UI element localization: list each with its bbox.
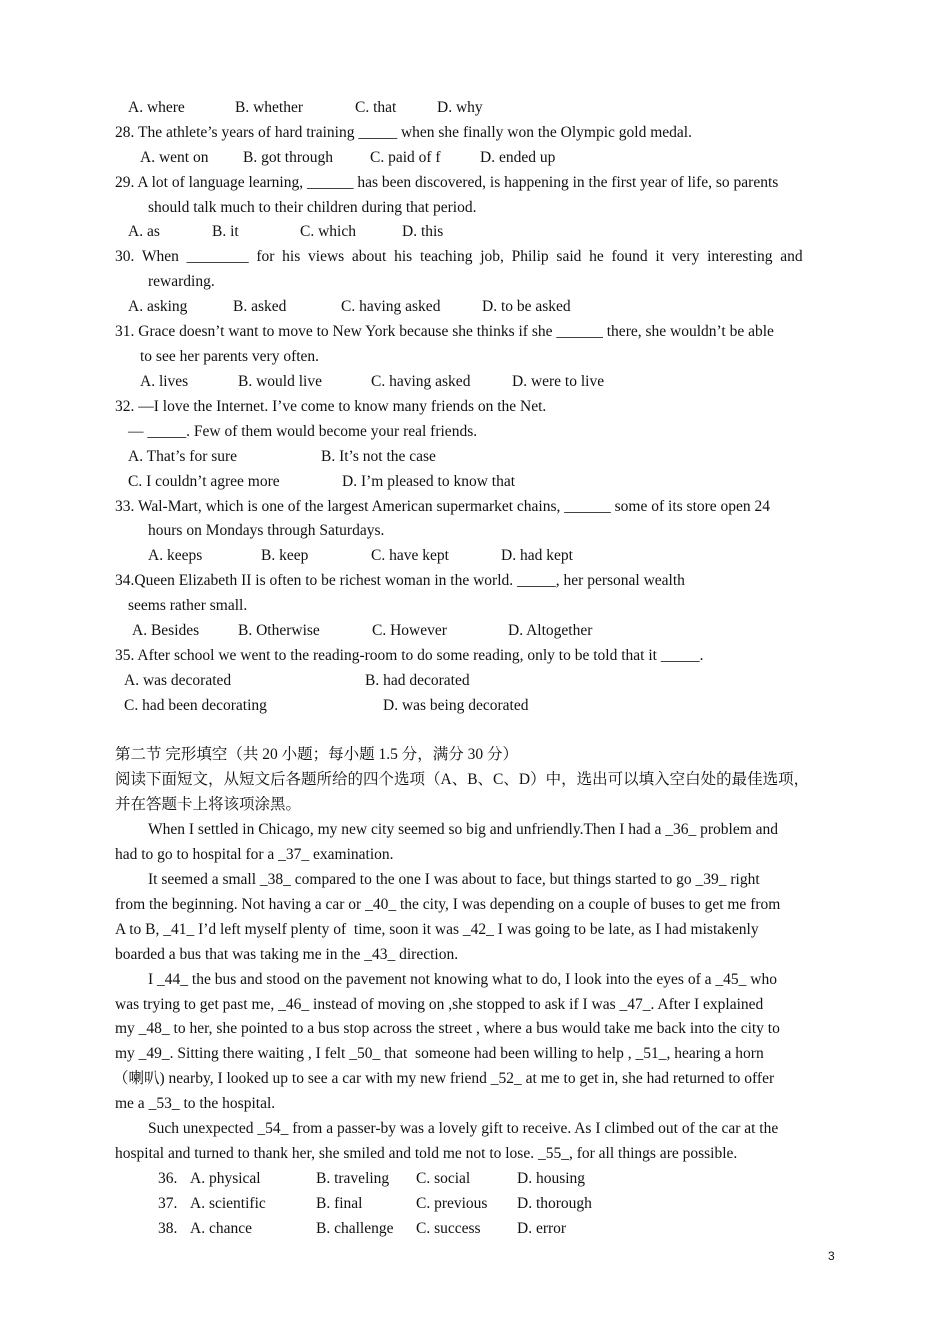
q31-option-b: B. would live	[238, 373, 322, 390]
q33-stem-line2: hours on Mondays through Saturdays.	[148, 522, 385, 539]
q32-option-a: A. That’s for sure	[128, 448, 238, 465]
q32-option-b: B. It’s not the case	[321, 448, 436, 465]
q29-option-c: C. which	[300, 223, 356, 240]
passage-line: was trying to get past me, _46_ instead of moving on ,she stopped to ask if I was _47_. After I explained	[115, 996, 764, 1013]
choice-option-a: A. physical	[190, 1170, 261, 1187]
q29-option-d: D. this	[402, 223, 444, 240]
q32-option-c: C. I couldn’t agree more	[128, 473, 280, 490]
q27-option-b: B. whether	[235, 99, 304, 116]
passage-line: boarded a bus that was taking me in the _43_ direction.	[115, 946, 459, 963]
q28-option-a: A. went on	[140, 149, 209, 166]
q30-option-b: B. asked	[233, 298, 287, 315]
passage-line: A to B, _41_ I’d left myself plenty of time, soon it was _42_ I was going to be late, as I had mistakenly	[115, 921, 759, 938]
section-instruction-line1: 阅读下面短文，从短文后各题所给的四个选项（A、B、C、D）中，选出可以填入空白处的最佳选项，	[115, 771, 810, 788]
q33-stem-line1: 33. Wal-Mart, which is one of the largest American supermarket chains, ______ some of its store open 24	[115, 498, 771, 515]
q31-stem-line1: 31. Grace doesn’t want to move to New York because she thinks if she ______ there, she wouldn’t be able	[115, 323, 774, 340]
q33-option-a: A. keeps	[148, 547, 203, 564]
q28-stem: 28. The athlete’s years of hard training _____ when she finally won the Olympic gold medal.	[115, 124, 692, 141]
q31-stem-line2: to see her parents very often.	[140, 348, 320, 365]
page-number: 3	[828, 1249, 835, 1263]
q33-option-b: B. keep	[261, 547, 309, 564]
q32-stem-line2: — _____. Few of them would become your real friends.	[128, 423, 478, 440]
section-heading: 第二节 完形填空（共 20 小题；每小题 1.5 分，满分 30 分）	[115, 746, 519, 763]
choice-option-b: B. challenge	[316, 1220, 394, 1237]
passage-line: Such unexpected _54_ from a passer-by was a lovely gift to receive. As I climbed out of the car at the	[148, 1120, 779, 1137]
q27-option-d: D. why	[437, 99, 483, 116]
passage-line: had to go to hospital for a _37_ examination.	[115, 846, 394, 863]
q31-option-c: C. having asked	[371, 373, 471, 390]
q30-stem-line2: rewarding.	[148, 273, 215, 290]
q28-option-c: C. paid of f	[370, 149, 441, 166]
q31-option-a: A. lives	[140, 373, 189, 390]
choice-option-d: D. thorough	[517, 1195, 592, 1212]
passage-line: It seemed a small _38_ compared to the one I was about to face, but things started to go _39_ right	[148, 871, 760, 888]
q35-option-d: D. was being decorated	[383, 697, 529, 714]
choice-option-a: A. chance	[190, 1220, 252, 1237]
passage-line: my _49_. Sitting there waiting , I felt _50_ that someone had been willing to help , _51_, hearing a horn	[115, 1045, 764, 1062]
q34-option-c: C. However	[372, 622, 447, 639]
q35-option-a: A. was decorated	[124, 672, 232, 689]
q34-option-d: D. Altogether	[508, 622, 593, 639]
choice-option-a: A. scientific	[190, 1195, 266, 1212]
choice-option-d: D. housing	[517, 1170, 586, 1187]
passage-line: （喇叭) nearby, I looked up to see a car with my new friend _52_ at me to get in, she had returned to offer	[113, 1070, 775, 1087]
q30-option-c: C. having asked	[341, 298, 441, 315]
passage-line: from the beginning. Not having a car or _40_ the city, I was depending on a couple of buses to get me from	[115, 896, 781, 913]
passage-line: hospital and turned to thank her, she smiled and told me not to lose. _55_, for all things are possible.	[115, 1145, 738, 1162]
q30-option-a: A. asking	[128, 298, 188, 315]
q30-option-d: D. to be asked	[482, 298, 571, 315]
q33-option-d: D. had kept	[501, 547, 573, 564]
q34-stem-line1: 34.Queen Elizabeth II is often to be richest woman in the world. _____, her personal wealth	[115, 572, 685, 589]
q35-option-b: B. had decorated	[365, 672, 470, 689]
choice-option-c: C. social	[416, 1170, 471, 1187]
choice-option-c: C. previous	[416, 1195, 488, 1212]
q34-stem-line2: seems rather small.	[128, 597, 248, 614]
q28-option-b: B. got through	[243, 149, 333, 166]
q30-stem-line1: 30. When ________ for his views about his teaching job, Philip said he found it very interesting and	[115, 248, 803, 265]
q29-option-a: A. as	[128, 223, 160, 240]
choice-number: 36.	[158, 1170, 178, 1187]
section-instruction-line2: 并在答题卡上将该项涂黑。	[115, 796, 302, 813]
q27-option-a: A. where	[128, 99, 185, 116]
q28-option-d: D. ended up	[480, 149, 556, 166]
q32-stem-line1: 32. —I love the Internet. I’ve come to know many friends on the Net.	[115, 398, 547, 415]
q34-option-b: B. Otherwise	[238, 622, 320, 639]
q34-option-a: A. Besides	[132, 622, 200, 639]
q33-option-c: C. have kept	[371, 547, 449, 564]
passage-line: When I settled in Chicago, my new city seemed so big and unfriendly.Then I had a _36_ problem and	[148, 821, 779, 838]
choice-option-d: D. error	[517, 1220, 567, 1237]
q31-option-d: D. were to live	[512, 373, 605, 390]
q29-option-b: B. it	[212, 223, 239, 240]
q27-option-c: C. that	[355, 99, 397, 116]
choice-option-b: B. final	[316, 1195, 363, 1212]
choice-option-b: B. traveling	[316, 1170, 390, 1187]
q32-option-d: D. I’m pleased to know that	[342, 473, 516, 490]
q29-stem-line2: should talk much to their children during that period.	[148, 199, 477, 216]
q35-option-c: C. had been decorating	[124, 697, 267, 714]
choice-number: 38.	[158, 1220, 178, 1237]
choice-option-c: C. success	[416, 1220, 481, 1237]
q35-stem: 35. After school we went to the reading-room to do some reading, only to be told that it _____.	[115, 647, 704, 664]
passage-line: I _44_ the bus and stood on the pavement not knowing what to do, I look into the eyes of a _45_ who	[148, 971, 777, 988]
passage-line: my _48_ to her, she pointed to a bus stop across the street , where a bus would take me back into the city to	[115, 1020, 780, 1037]
choice-number: 37.	[158, 1195, 178, 1212]
q29-stem-line1: 29. A lot of language learning, ______ has been discovered, is happening in the first year of life, so parents	[115, 174, 779, 191]
passage-line: me a _53_ to the hospital.	[115, 1095, 276, 1112]
